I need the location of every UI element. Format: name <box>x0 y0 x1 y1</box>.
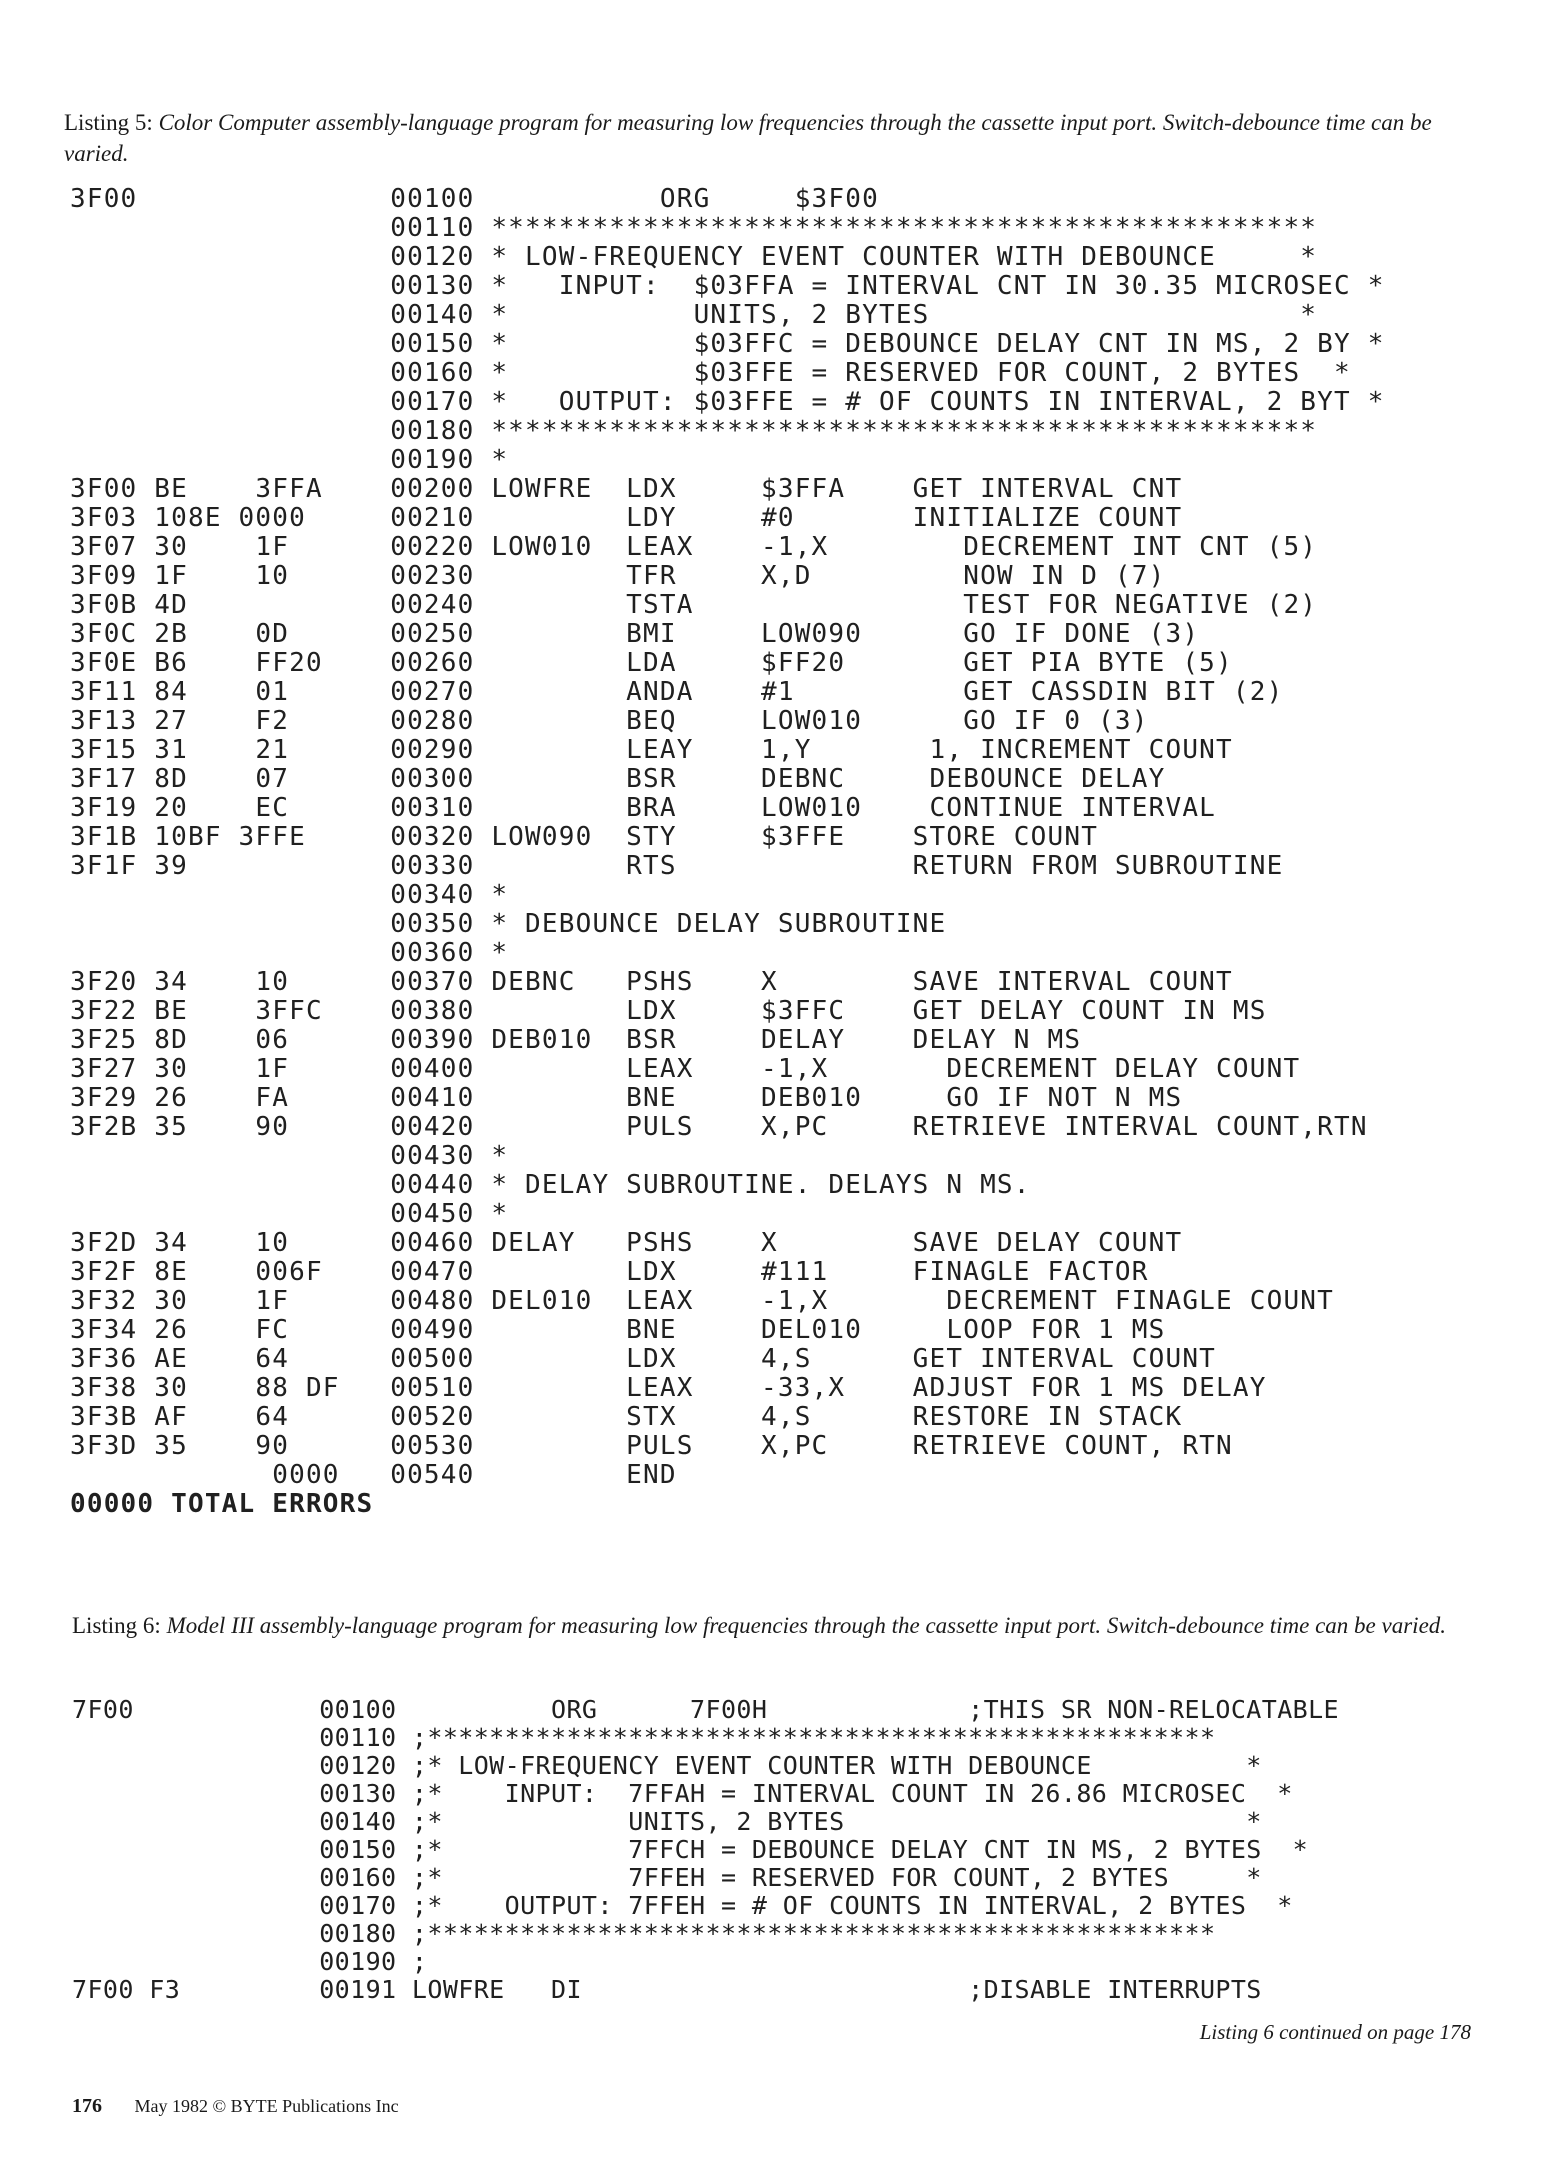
code-line: 3F38 30 88 DF 00510 LEAX -33,X ADJUST FOR 1 MS DELAY <box>70 1373 1267 1403</box>
code-line: 3F11 84 01 00270 ANDA #1 GET CASSDIN BIT (2) <box>70 677 1284 707</box>
code-line: 00170 * OUTPUT: $03FFE = # OF COUNTS IN INTERVAL, 2 BYT * <box>70 387 1385 417</box>
code-line: 00350 * DEBOUNCE DELAY SUBROUTINE <box>70 909 947 939</box>
code-line: 3F20 34 10 00370 DEBNC PSHS X SAVE INTERVAL COUNT <box>70 967 1233 997</box>
code-line: 00190 ; <box>72 1947 428 1976</box>
listing-6-caption-text: Model III assembly-language program for measuring low frequencies through the cassette input port. Switch-debounce time can be varied. <box>166 1613 1447 1638</box>
code-line: 00150 * $03FFC = DEBOUNCE DELAY CNT IN MS, 2 BY * <box>70 329 1385 359</box>
code-line: 3F3B AF 64 00520 STX 4,S RESTORE IN STACK <box>70 1402 1183 1432</box>
code-line: 3F09 1F 10 00230 TFR X,D NOW IN D (7) <box>70 561 1166 591</box>
code-line: 00430 * <box>70 1141 509 1171</box>
continued-note: Listing 6 continued on page 178 <box>1199 2020 1471 2044</box>
code-line: 3F1F 39 00330 RTS RETURN FROM SUBROUTINE <box>70 851 1284 881</box>
listing-6-code <box>72 1696 1339 2004</box>
listing-6-caption <box>72 1610 1472 1641</box>
code-line: 0000 00540 END <box>70 1460 677 1490</box>
code-line: 00110 ;*************************************************** <box>72 1723 1216 1752</box>
listing-5-caption-text: Color Computer assembly-language program for measuring low frequencies through the cassette input port. Switch-debounce time can be varied. <box>64 110 1432 166</box>
code-line: 3F1B 10BF 3FFE 00320 LOW090 STY $3FFE STORE COUNT <box>70 822 1099 852</box>
footer-credit: May 1982 © BYTE Publications Inc <box>134 2096 399 2116</box>
code-line: 3F17 8D 07 00300 BSR DEBNC DEBOUNCE DELAY <box>70 764 1166 794</box>
listing-5-label: Listing 5: <box>64 110 153 135</box>
code-line: 00130 ;* INPUT: 7FFAH = INTERVAL COUNT IN 26.86 MICROSEC * <box>72 1779 1293 1808</box>
code-line: 3F25 8D 06 00390 DEB010 BSR DELAY DELAY N MS <box>70 1025 1082 1055</box>
code-line: 3F3D 35 90 00530 PULS X,PC RETRIEVE COUNT, RTN <box>70 1431 1233 1461</box>
code-line: 00160 ;* 7FFEH = RESERVED FOR COUNT, 2 BYTES * <box>72 1863 1262 1892</box>
listing-6-label: Listing 6: <box>72 1613 161 1638</box>
code-line: 00340 * <box>70 880 509 910</box>
code-line: 3F0E B6 FF20 00260 LDA $FF20 GET PIA BYTE (5) <box>70 648 1233 678</box>
code-line: 00160 * $03FFE = RESERVED FOR COUNT, 2 BYTES * <box>70 358 1351 388</box>
code-line: 00120 * LOW-FREQUENCY EVENT COUNTER WITH DEBOUNCE * <box>70 242 1318 272</box>
code-line: 00120 ;* LOW-FREQUENCY EVENT COUNTER WITH DEBOUNCE * <box>72 1751 1262 1780</box>
code-line: 3F36 AE 64 00500 LDX 4,S GET INTERVAL COUNT <box>70 1344 1217 1374</box>
code-line: 3F0C 2B 0D 00250 BMI LOW090 GO IF DONE (3) <box>70 619 1200 649</box>
code-line: 3F2D 34 10 00460 DELAY PSHS X SAVE DELAY COUNT <box>70 1228 1183 1258</box>
code-line: 00450 * <box>70 1199 509 1229</box>
code-line: 00130 * INPUT: $03FFA = INTERVAL CNT IN 30.35 MICROSEC * <box>70 271 1385 301</box>
code-line: 3F07 30 1F 00220 LOW010 LEAX -1,X DECREMENT INT CNT (5) <box>70 532 1318 562</box>
listing-5-caption <box>64 107 1464 169</box>
code-line: 7F00 F3 00191 LOWFRE DI ;DISABLE INTERRUPTS <box>72 1975 1262 2004</box>
code-line: 3F03 108E 0000 00210 LDY #0 INITIALIZE COUNT <box>70 503 1183 533</box>
code-line: 3F29 26 FA 00410 BNE DEB010 GO IF NOT N MS <box>70 1083 1183 1113</box>
code-line: 3F00 BE 3FFA 00200 LOWFRE LDX $3FFA GET INTERVAL CNT <box>70 474 1183 504</box>
code-line: 3F22 BE 3FFC 00380 LDX $3FFC GET DELAY COUNT IN MS <box>70 996 1267 1026</box>
code-line: 00180 ;*************************************************** <box>72 1919 1216 1948</box>
listing-5-code <box>70 185 1385 1519</box>
code-line: 00140 ;* UNITS, 2 BYTES * <box>72 1807 1262 1836</box>
code-line: 00150 ;* 7FFCH = DEBOUNCE DELAY CNT IN MS, 2 BYTES * <box>72 1835 1309 1864</box>
code-line: 3F0B 4D 00240 TSTA TEST FOR NEGATIVE (2) <box>70 590 1318 620</box>
code-line: 3F19 20 EC 00310 BRA LOW010 CONTINUE INTERVAL <box>70 793 1217 823</box>
code-line: 00000 TOTAL ERRORS <box>70 1489 374 1519</box>
code-line: 3F34 26 FC 00490 BNE DEL010 LOOP FOR 1 MS <box>70 1315 1166 1345</box>
code-line: 00170 ;* OUTPUT: 7FFEH = # OF COUNTS IN INTERVAL, 2 BYTES * <box>72 1891 1293 1920</box>
code-line: 3F13 27 F2 00280 BEQ LOW010 GO IF 0 (3) <box>70 706 1149 736</box>
code-line: 00110 ************************************************* <box>70 213 1318 243</box>
page-footer <box>72 2095 399 2118</box>
code-line: 3F15 31 21 00290 LEAY 1,Y 1, INCREMENT COUNT <box>70 735 1233 765</box>
code-line: 00440 * DELAY SUBROUTINE. DELAYS N MS. <box>70 1170 1031 1200</box>
code-line: 00190 * <box>70 445 509 475</box>
code-line: 3F32 30 1F 00480 DEL010 LEAX -1,X DECREMENT FINAGLE COUNT <box>70 1286 1334 1316</box>
code-line: 3F27 30 1F 00400 LEAX -1,X DECREMENT DELAY COUNT <box>70 1054 1301 1084</box>
code-line: 7F00 00100 ORG 7F00H ;THIS SR NON-RELOCATABLE <box>72 1695 1340 1724</box>
code-line: 00180 ************************************************* <box>70 416 1318 446</box>
page-number: 176 <box>72 2095 102 2117</box>
code-line: 00140 * UNITS, 2 BYTES * <box>70 300 1318 330</box>
code-line: 3F2B 35 90 00420 PULS X,PC RETRIEVE INTERVAL COUNT,RTN <box>70 1112 1368 1142</box>
code-line: 00360 * <box>70 938 509 968</box>
code-line: 3F2F 8E 006F 00470 LDX #111 FINAGLE FACTOR <box>70 1257 1149 1287</box>
code-line: 3F00 00100 ORG $3F00 <box>70 184 879 214</box>
